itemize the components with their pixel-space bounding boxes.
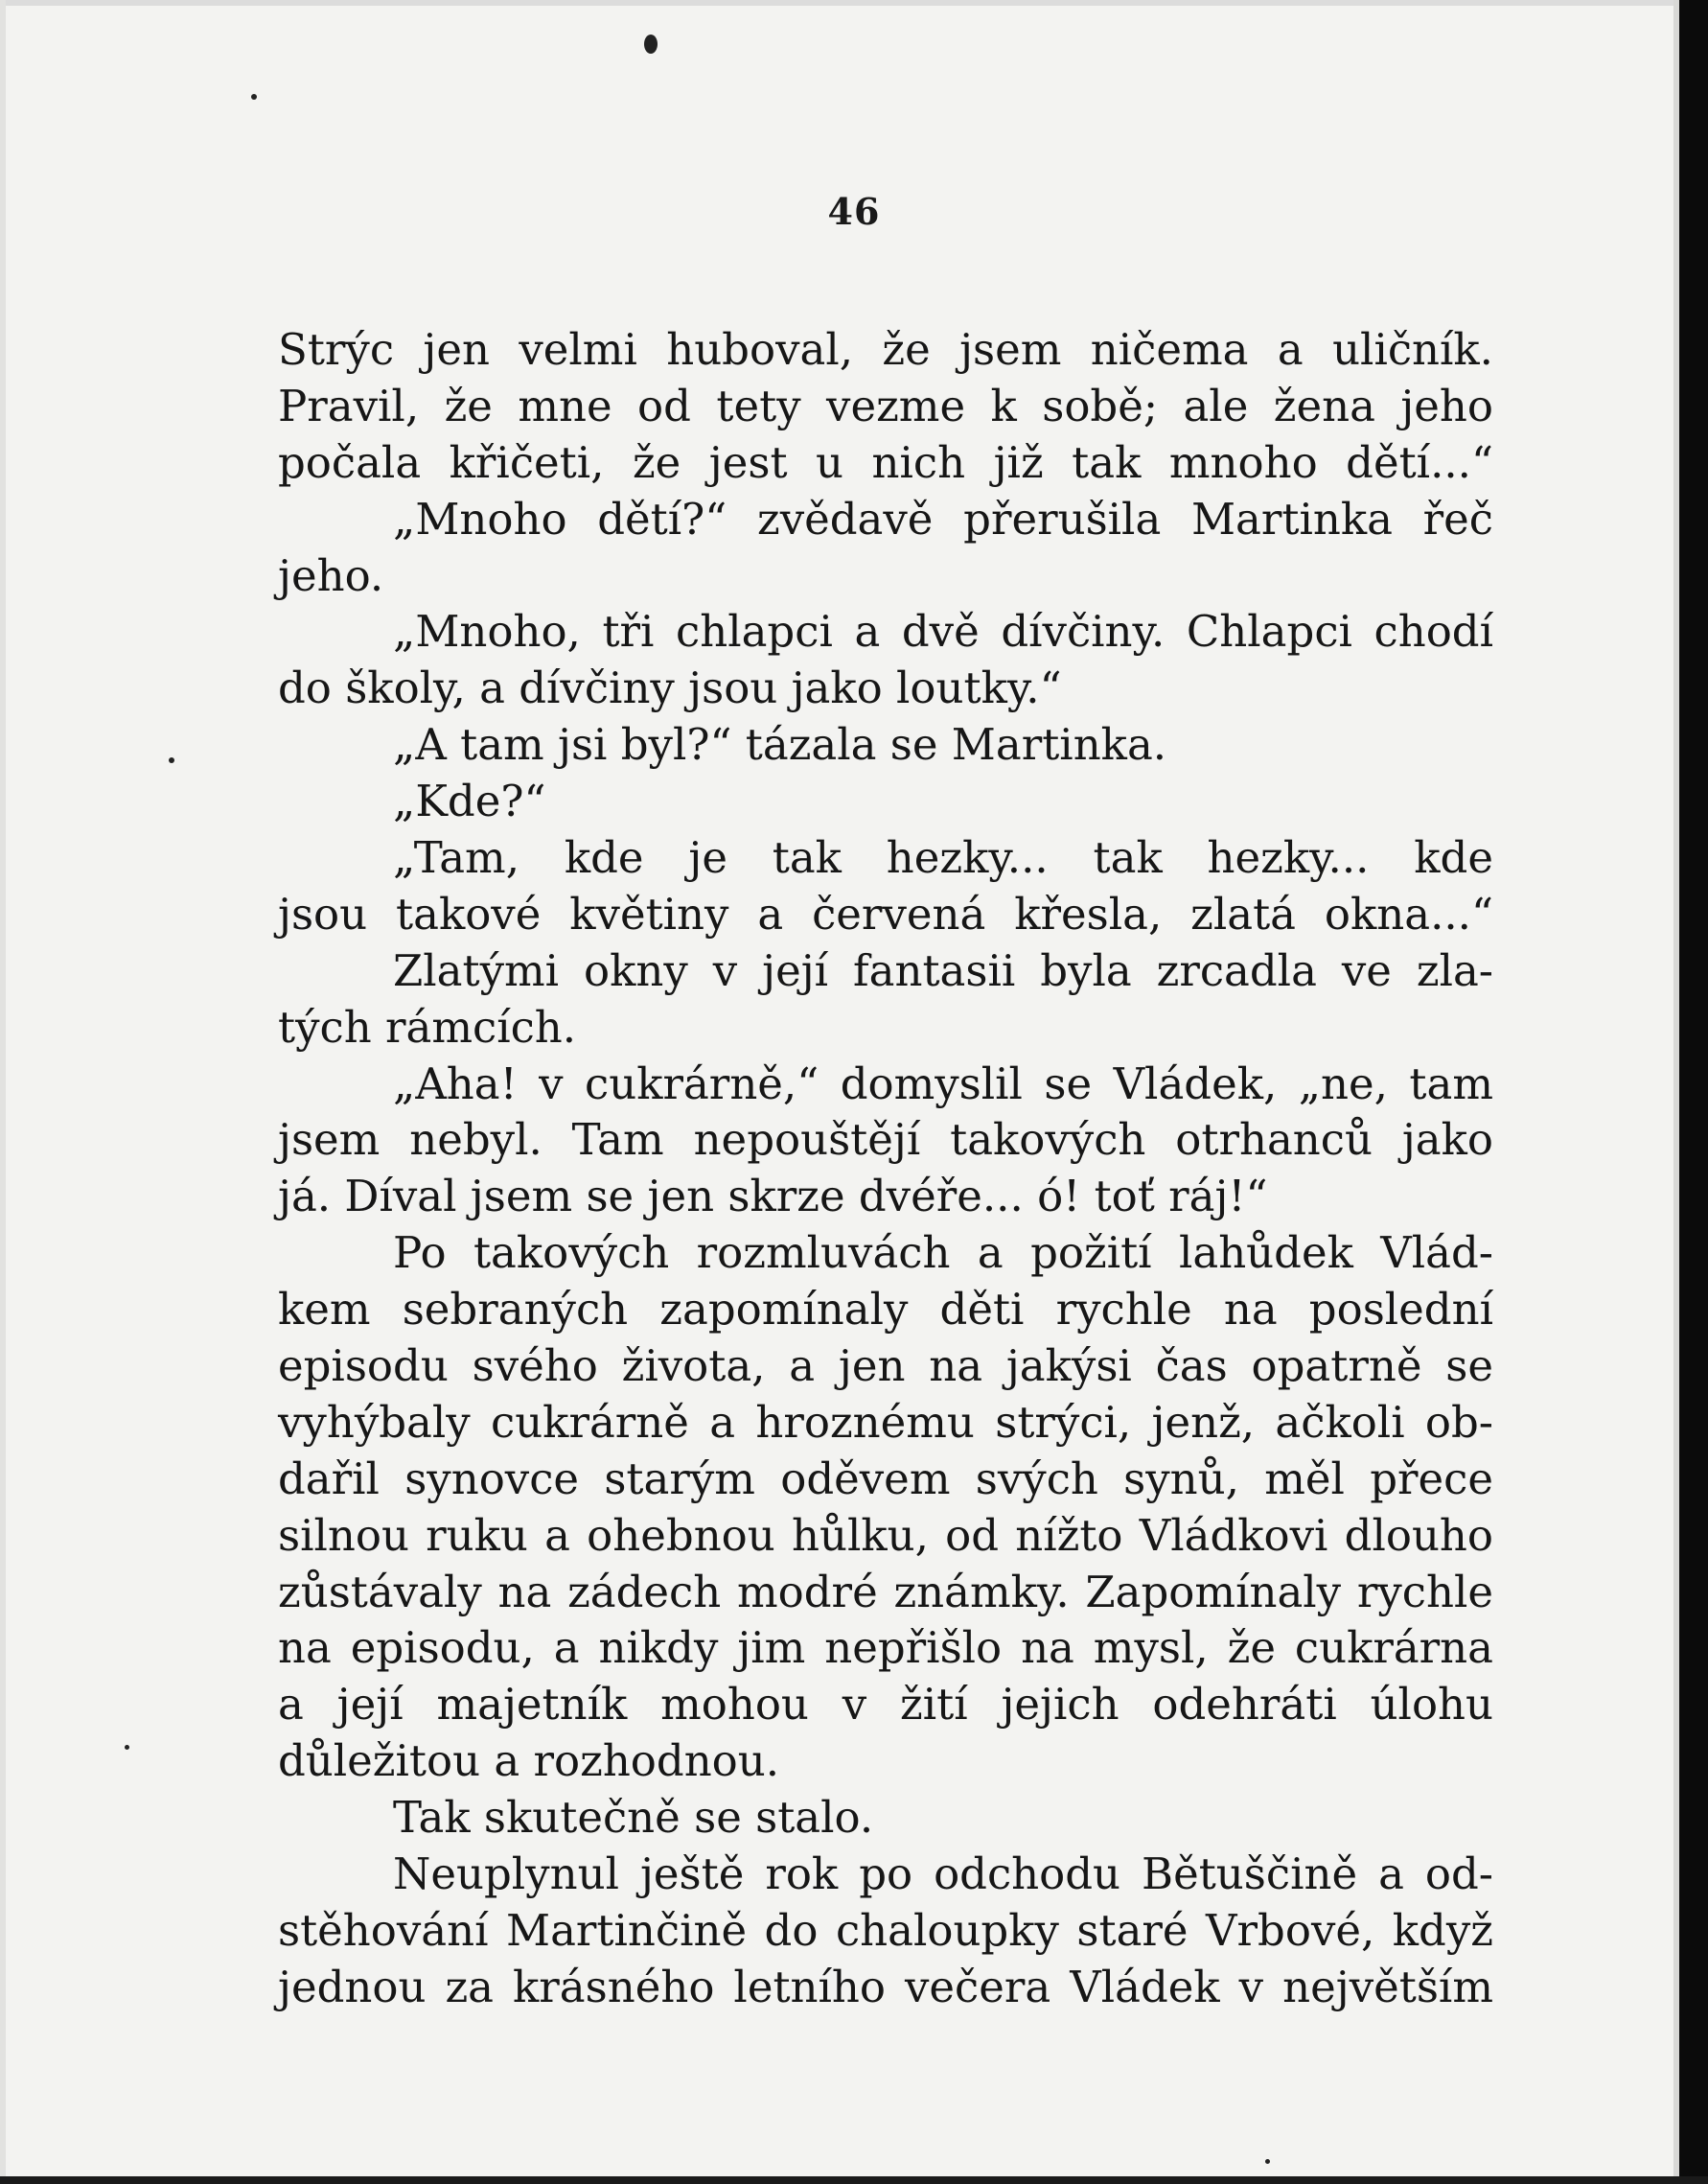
ink-speck: [1265, 2159, 1270, 2164]
text-line: tých rámcích.: [278, 1001, 577, 1053]
text-line: zůstávaly na zádech modré známky. Zapomínaly rychle: [278, 1566, 1493, 1617]
text-line: jsem nebyl. Tam nepouštějí takových otrhanců jako: [278, 1114, 1493, 1166]
text-line: jednou za krásného letního večera Vládek v největším: [278, 1961, 1493, 2012]
text-line: Neuplynul ještě rok po odchodu Bětuščině a od-: [393, 1848, 1493, 1900]
ink-speck: [251, 94, 257, 100]
body-text: [278, 322, 1493, 2016]
text-line: „Mnoho, tři chlapci a dvě dívčiny. Chlapci chodí: [393, 606, 1493, 658]
text-line: Pravil, že mne od tety vezme k sobě; ale žena jeho: [278, 380, 1493, 431]
page-number: 46: [827, 190, 881, 233]
text-line: Po takových rozmluvách a požití lahůdek Vlád-: [393, 1227, 1493, 1279]
text-line: „Tam, kde je tak hezky... tak hezky... kde: [393, 832, 1493, 884]
text-line: Strýc jen velmi huboval, že jsem ničema a uličník.: [278, 324, 1493, 375]
text-line: a její majetník mohou v žití jejich odehráti úlohu: [278, 1679, 1493, 1731]
text-line: dařil synovce starým oděvem svých synů, měl přece: [278, 1452, 1493, 1504]
text-line: na episodu, a nikdy jim nepřišlo na mysl, že cukrárna: [278, 1622, 1493, 1674]
scan-top-edge: [0, 0, 1708, 6]
scan-bottom-edge: [0, 2176, 1708, 2184]
ink-speck: [644, 35, 658, 54]
text-line: jeho.: [278, 549, 384, 601]
ink-speck: [169, 757, 174, 763]
text-line: důležitou a rozhodnou.: [278, 1735, 780, 1787]
ink-speck: [125, 1745, 129, 1750]
text-line: počala křičeti, že jest u nich již tak mnoho dětí...“: [278, 436, 1493, 488]
text-line: „A tam jsi byl?“ tázala se Martinka.: [393, 719, 1167, 771]
text-line: episodu svého života, a jen na jakýsi čas opatrně se: [278, 1340, 1493, 1392]
text-line: „Kde?“: [393, 776, 546, 827]
text-line: Zlatými okny v její fantasii byla zrcadla ve zla-: [393, 944, 1493, 996]
text-line: Tak skutečně se stalo.: [393, 1792, 874, 1844]
text-line: do školy, a dívčiny jsou jako loutky.“: [278, 662, 1062, 714]
text-line: stěhování Martinčině do chaloupky staré Vrbové, když: [278, 1904, 1493, 1956]
text-line: silnou ruku a ohebnou hůlku, od nížto Vládkovi dlouho: [278, 1509, 1493, 1561]
text-line: „Mnoho dětí?“ zvědavě přerušila Martinka řeč: [393, 493, 1493, 545]
text-line: „Aha! v cukrárně,“ domyslil se Vládek, „ne, tam: [393, 1057, 1493, 1109]
text-line: vyhýbaly cukrárně a hroznému strýci, jenž, ačkoli ob-: [278, 1396, 1493, 1448]
text-line: kem sebraných zapomínaly děti rychle na poslední: [278, 1284, 1493, 1336]
scan-right-edge: [1679, 0, 1708, 2184]
text-line: já. Díval jsem se jen skrze dvéře... ó! toť ráj!“: [278, 1171, 1268, 1222]
scan-left-edge: [0, 0, 6, 2184]
text-line: jsou takové květiny a červená křesla, zlatá okna...“: [278, 888, 1493, 940]
